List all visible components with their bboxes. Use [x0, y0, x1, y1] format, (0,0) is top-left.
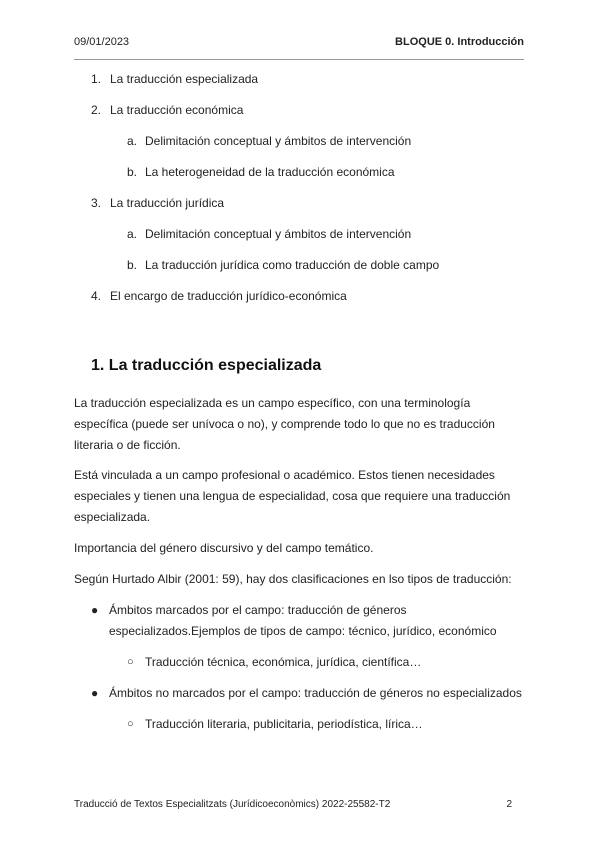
- toc-text: La traducción económica: [110, 103, 244, 117]
- sub-bullet-item: [127, 652, 505, 673]
- bullet-circle-icon: ○: [127, 718, 134, 730]
- toc-text: La traducción especializada: [110, 72, 259, 86]
- bullet-circle-icon: ○: [127, 656, 134, 668]
- toc-item: [91, 72, 258, 86]
- toc-number: 3.: [91, 196, 102, 210]
- header-divider: [74, 59, 524, 60]
- toc-number: a.: [127, 134, 138, 148]
- toc-item: [91, 196, 224, 210]
- page-footer: [74, 799, 524, 813]
- sub-bullet-text: Traducción técnica, económica, jurídica, científica…: [145, 655, 422, 669]
- toc-number: b.: [127, 165, 138, 179]
- page-header: [74, 36, 524, 52]
- footer-course-title: Traducció de Textos Especialitzats (Jurídicoeconòmics) 2022-25582-T2: [74, 799, 391, 810]
- bullet-text: Ámbitos no marcados por el campo: traducción de géneros no especializados: [109, 686, 522, 700]
- toc-number: a.: [127, 227, 138, 241]
- toc-text: La traducción jurídica: [110, 196, 225, 210]
- toc-number: 1.: [91, 72, 102, 86]
- toc-subitem: [127, 258, 439, 272]
- toc-number: 4.: [91, 289, 102, 303]
- toc-text: El encargo de traducción jurídico-económica: [110, 289, 347, 303]
- sub-bullet-text: Traducción literaria, publicitaria, periodística, lírica…: [145, 717, 423, 731]
- toc-text: Delimitación conceptual y ámbitos de intervención: [145, 227, 412, 241]
- toc-number: b.: [127, 258, 138, 272]
- bullet-item: [91, 683, 539, 704]
- paragraph: Está vinculada a un campo profesional o académico. Estos tienen necesidades especiales y tienen una lengua de especialidad, cosa que requiere una traducción especializada.: [74, 468, 511, 524]
- toc-number: 2.: [91, 103, 102, 117]
- toc-item: [91, 289, 347, 303]
- toc-text: La heterogeneidad de la traducción económica: [145, 165, 395, 179]
- toc-subitem: [127, 134, 411, 148]
- header-date: 09/01/2023: [74, 36, 130, 48]
- toc-subitem: [127, 227, 411, 241]
- bullet-dot-icon: ●: [91, 603, 99, 617]
- paragraph: Según Hurtado Albir (2001: 59), hay dos clasificaciones en lso tipos de traducción:: [74, 572, 512, 586]
- bullet-dot-icon: ●: [91, 686, 99, 700]
- toc-subitem: [127, 165, 395, 179]
- page-number: 2: [506, 799, 512, 810]
- bullet-text: Ámbitos marcados por el campo: traducción de géneros especializados.Ejemplos de tipos de campo: técnico, jurídico, económico: [109, 603, 497, 638]
- paragraph: Importancia del género discursivo y del campo temático.: [74, 541, 374, 555]
- section-heading: 1. La traducción especializada: [91, 357, 322, 374]
- bullet-item: [91, 600, 509, 642]
- toc-text: Delimitación conceptual y ámbitos de intervención: [145, 134, 412, 148]
- toc-text: La traducción jurídica como traducción de doble campo: [145, 258, 440, 272]
- header-block-title: BLOQUE 0. Introducción: [395, 36, 524, 48]
- paragraph: La traducción especializada es un campo específico, con una terminología específica (puede ser unívoca o no), y comprende todo lo que no es traducción literaria o de ficción.: [74, 396, 495, 452]
- toc-item: [91, 103, 243, 117]
- sub-bullet-item: [127, 714, 505, 735]
